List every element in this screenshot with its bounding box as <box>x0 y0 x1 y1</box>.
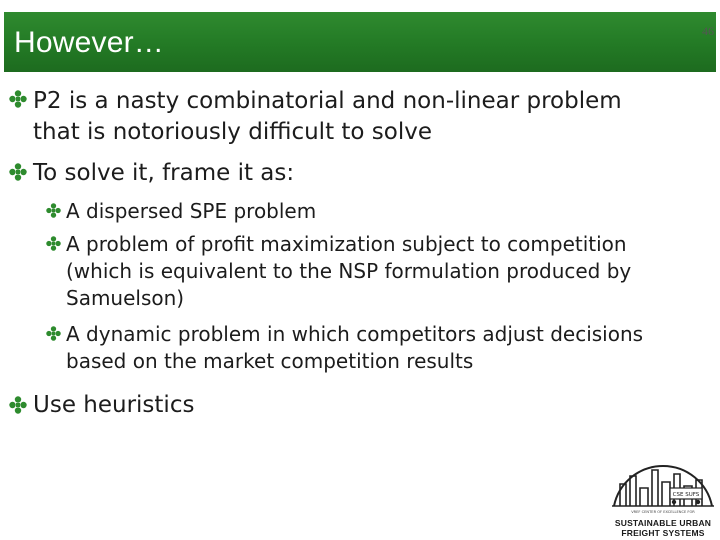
sub-bullet-item <box>66 231 631 312</box>
bullet-line: A dynamic problem in which competitors adjust decisions <box>66 322 644 346</box>
sub-bullet-item <box>66 198 316 225</box>
bullet-line: To solve it, frame it as: <box>33 160 295 186</box>
diamond-bullet-icon <box>46 236 61 251</box>
page-number: 46 <box>702 24 714 38</box>
sub-bullet-item <box>66 321 643 375</box>
bullet-line: based on the market competition results <box>66 349 474 373</box>
diamond-bullet-icon <box>9 163 27 181</box>
title-bar <box>4 12 716 72</box>
bullet-line: Use heuristics <box>33 392 195 418</box>
bullet-line: (which is equivalent to the NSP formulation produced by <box>66 259 632 283</box>
city-skyline-icon <box>608 446 718 512</box>
bullet-line: P2 is a nasty combinatorial and non-linear problem <box>33 88 622 114</box>
slide-title: However… <box>14 26 164 59</box>
diamond-bullet-icon <box>46 326 61 341</box>
logo-small-text: VREF CENTER OF EXCELLENCE FOR <box>631 510 695 514</box>
sufs-logo <box>608 446 718 540</box>
bullet-line: A problem of profit maximization subject to competition <box>66 232 627 256</box>
bullet-line: Samuelson) <box>66 286 185 310</box>
logo-caption-line1: SUSTAINABLE URBAN <box>614 518 712 528</box>
bullet-item <box>33 158 294 189</box>
bullet-line: A dispersed SPE problem <box>66 199 317 223</box>
bullet-line: that is notoriously difficult to solve <box>33 119 433 145</box>
logo-caption-line2: FREIGHT SYSTEMS <box>621 528 705 538</box>
diamond-bullet-icon <box>9 90 27 108</box>
logo-badge: CSE SUFS <box>672 492 700 498</box>
diamond-bullet-icon <box>46 203 61 218</box>
bullet-item <box>33 390 194 421</box>
bullet-item <box>33 86 622 148</box>
diamond-bullet-icon <box>9 396 27 414</box>
